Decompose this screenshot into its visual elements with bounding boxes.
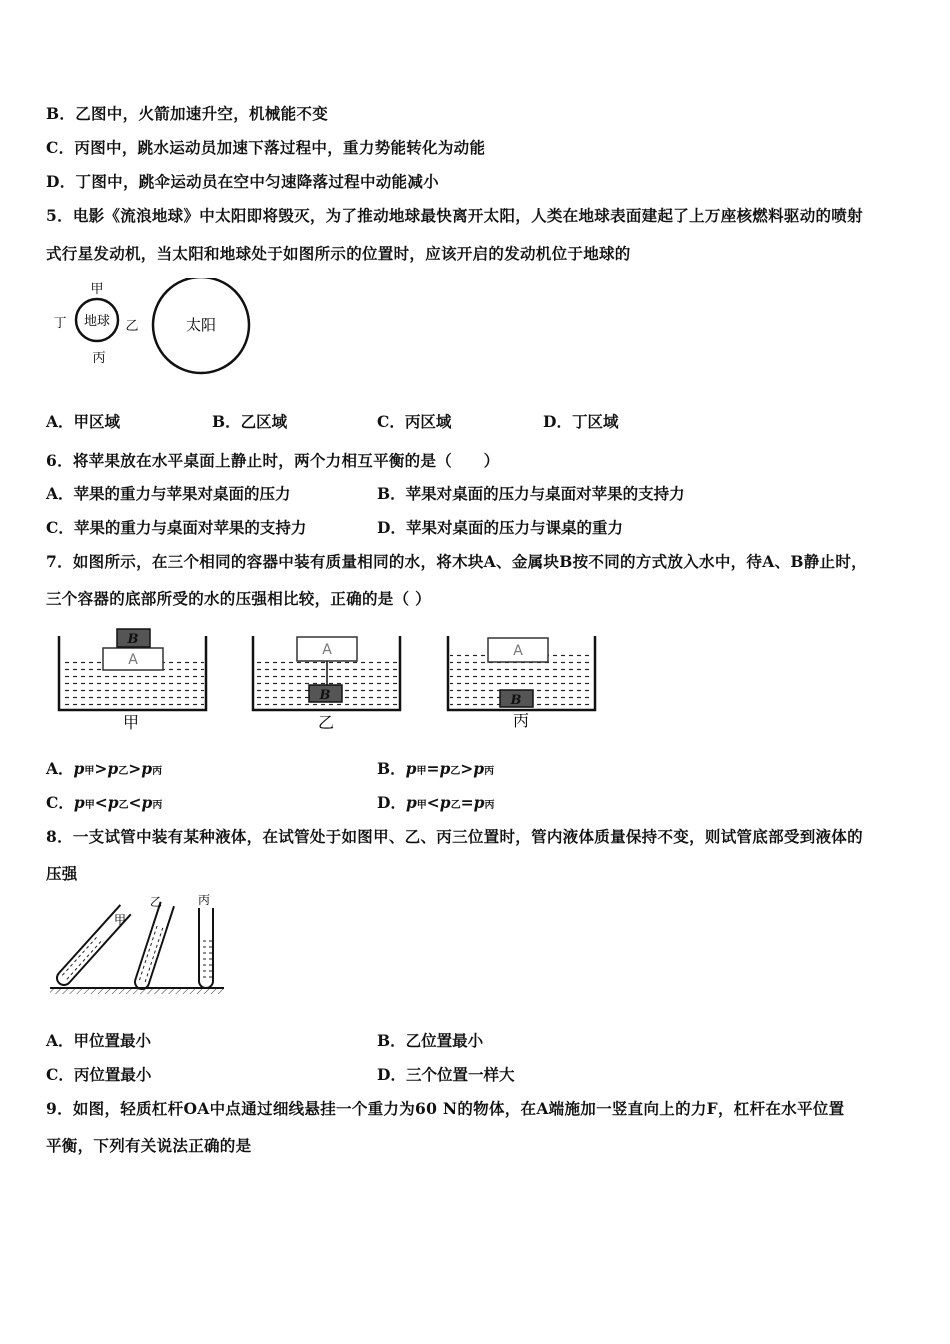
q8-stem-line2: 压强 [46,864,78,883]
q4-option-c: C．丙图中，跳水运动员加速下落过程中，重力势能转化为动能 [46,138,486,157]
container-label-jia: 甲 [122,713,140,732]
q6-option-c[interactable]: C．苹果的重力与桌面对苹果的支持力 [46,518,307,537]
earth-sun-figure [46,278,266,378]
q4-option-b: B．乙图中，火箭加速升空，机械能不变 [46,104,329,123]
q5-option-a[interactable]: A．甲区域 [46,412,121,431]
q8-stem-line1: 8．一支试管中装有某种液体，在试管处于如图甲、乙、丙三位置时，管内液体质量保持不变，则试管底部受到液体的 [46,827,863,846]
q5-stem-line2: 式行星发动机，当太阳和地球处于如图所示的位置时，应该开启的发动机位于地球的 [46,244,631,263]
q8-option-b[interactable]: B．乙位置最小 [377,1031,484,1050]
tube-label-bing: 丙 [198,893,211,907]
tube-label-jia: 甲 [114,913,127,927]
q5-stem-line1: 5．电影《流浪地球》中太阳即将毁灭，为了推动地球最快离开太阳，人类在地球表面建起了上万座核燃料驱动的喷射 [46,206,863,225]
q4-option-d: D．丁图中，跳伞运动员在空中匀速降落过程中动能减小 [46,172,439,191]
q6-option-b[interactable]: B．苹果对桌面的压力与桌面对苹果的支持力 [377,484,685,503]
earth-label: 地球 [83,314,111,329]
q7-option-d[interactable]: D．p甲<p乙=p丙 [377,793,495,812]
svg-text:B: B [319,688,331,703]
container-label-bing: 丙 [512,711,530,730]
tube-yi [133,902,174,991]
q9-stem-line1: 9．如图，轻质杠杆OA中点通过细线悬挂一个重力为60 N的物体，在A端施加一竖直向上的力F，杠杆在水平位置 [46,1099,845,1118]
tube-bing [199,908,213,988]
svg-text:A: A [513,643,523,659]
q7-option-b[interactable]: B．p甲=p乙>p丙 [377,759,495,778]
q7-option-a[interactable]: A．p甲>p乙>p丙 [46,759,163,778]
q8-option-c[interactable]: C．丙位置最小 [46,1065,152,1084]
q5-option-d[interactable]: D．丁区域 [543,412,619,431]
svg-text:A: A [128,652,138,668]
svg-text:B: B [510,693,522,708]
container-label-yi: 乙 [317,713,335,732]
container-yi [253,636,400,732]
q6-stem: 6．将苹果放在水平桌面上静止时，两个力相互平衡的是（ ） [46,451,500,470]
q6-option-d[interactable]: D．苹果对桌面的压力与课桌的重力 [377,518,623,537]
container-bing [448,636,595,730]
q7-option-c[interactable]: C．p甲<p乙<p丙 [46,793,163,812]
q7-stem-line2: 三个容器的底部所受的水的压强相比较，正确的是（ ） [46,589,431,608]
svg-text:B: B [127,632,139,647]
q6-option-a[interactable]: A．苹果的重力与苹果对桌面的压力 [46,484,291,503]
test-tubes-figure [46,890,226,1000]
q5-option-b[interactable]: B．乙区域 [212,412,288,431]
q8-option-a[interactable]: A．甲位置最小 [46,1031,152,1050]
region-left-label: 丁 [53,316,67,331]
region-bottom-label: 丙 [92,351,106,366]
region-top-label: 甲 [90,282,104,297]
container-jia [59,629,206,732]
q5-option-c[interactable]: C．丙区域 [377,412,452,431]
svg-text:A: A [322,642,332,658]
q9-stem-line2: 平衡，下列有关说法正确的是 [46,1136,252,1155]
q8-option-d[interactable]: D．三个位置一样大 [377,1065,515,1084]
sun-label: 太阳 [185,316,217,334]
containers-figure [56,624,601,732]
tube-label-yi: 乙 [150,895,163,909]
region-right-label: 乙 [125,319,139,334]
q7-stem-line1: 7．如图所示，在三个相同的容器中装有质量相同的水，将木块A、金属块B按不同的方式放入水中，待A、B静止时， [46,552,867,571]
